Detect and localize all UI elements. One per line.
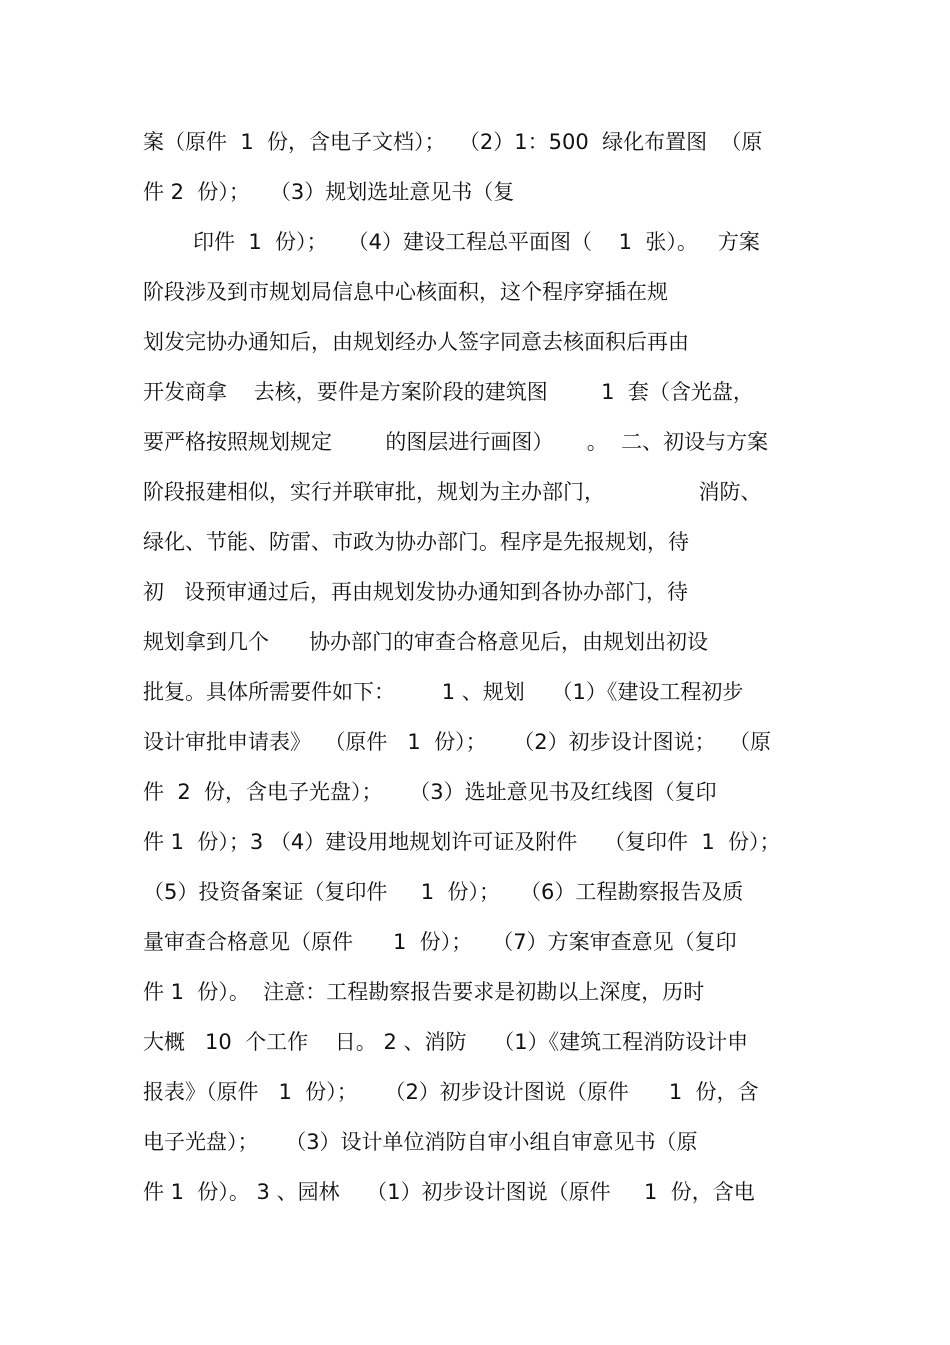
text-line: 划发完协办通知后，由规划经办人签字同意去核面积后再由: [143, 330, 689, 354]
text-line: 开发商拿 去核，要件是方案阶段的建筑图 1 套（含光盘，: [143, 380, 754, 404]
text-line: 件 1 份）；3 （4）建设用地规划许可证及附件 （复印件 1 份）；: [143, 830, 781, 854]
text-line: 阶段涉及到市规划局信息中心核面积，这个程序穿插在规: [143, 280, 668, 304]
text-line: 量审查合格意见（原件 1 份）； （7）方案审查意见（复印: [143, 930, 737, 954]
text-line: 印件 1 份）； （4）建设工程总平面图（ 1 张）。 方案: [193, 230, 760, 254]
text-line: 件 2 份，含电子光盘）； （3）选址意见书及红线图（复印: [143, 780, 717, 804]
text-line: 件 2 份）； （3）规划选址意见书（复: [143, 180, 515, 204]
text-line: 件 1 份）。 注意：工程勘察报告要求是初勘以上深度，历时: [143, 980, 705, 1004]
text-line: 报表》（原件 1 份）； （2）初步设计图说（原件 1 份，含: [143, 1080, 759, 1104]
text-line: 初 设预审通过后，再由规划发协办通知到各协办部门，待: [143, 580, 689, 604]
text-line: 案（原件 1 份，含电子文档）； （2）1：500 绿化布置图 （原: [143, 130, 763, 154]
text-line: 要严格按照规划规定 的图层进行画图） 。 二、初设与方案: [143, 430, 769, 454]
text-line: 绿化、节能、防雷、市政为协办部门。程序是先报规划，待: [143, 530, 689, 554]
text-line: （5）投资备案证（复印件 1 份）； （6）工程勘察报告及质: [143, 880, 744, 904]
text-line: 阶段报建相似，实行并联审批，规划为主办部门， 消防、: [143, 480, 762, 504]
text-line: 件 1 份）。 3 、园林 （1）初步设计图说（原件 1 份，含电: [143, 1180, 755, 1204]
text-line: 设计审批申请表》 （原件 1 份）； （2）初步设计图说； （原: [143, 730, 771, 754]
text-line: 电子光盘）； （3）设计单位消防自审小组自审意见书（原: [143, 1130, 698, 1154]
text-line: 规划拿到几个 协办部门的审查合格意见后，由规划出初设: [143, 630, 709, 654]
text-line: 大概 10 个工作 日。 2 、消防 （1）《建筑工程消防设计申: [143, 1030, 749, 1054]
text-line: 批复。具体所需要件如下： 1 、规划 （1）《建设工程初步: [143, 680, 744, 704]
